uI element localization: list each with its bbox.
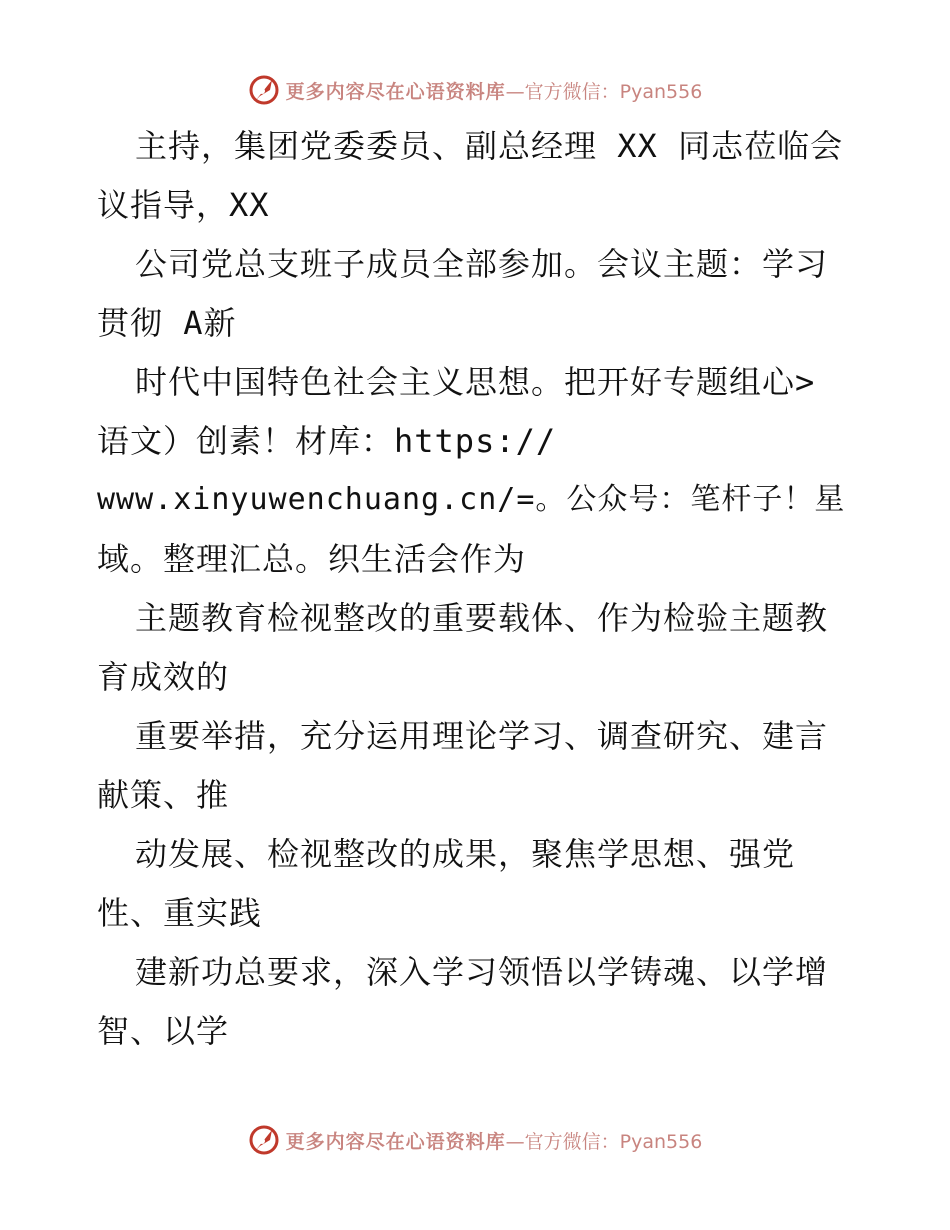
body-line: 时代中国特色社会主义思想。把开好专题组心>	[135, 363, 816, 401]
body-line: 贯彻 A新	[97, 304, 237, 342]
body-line: 建新功总要求，深入学习领悟以学铸魂、以学增	[135, 953, 829, 991]
body-line: 语文）创素！材库：https://	[97, 422, 557, 460]
body-line: 动发展、检视整改的成果，聚焦学思想、强党	[135, 835, 796, 873]
header-site-text: 更多内容尽在心语资料库	[285, 80, 506, 103]
header-banner	[0, 70, 950, 110]
body-line: 公司党总支班子成员全部参加。会议主题：学习	[135, 245, 829, 283]
footer-banner	[0, 1120, 950, 1160]
body-line: 主题教育检视整改的重要载体、作为检验主题教	[135, 599, 829, 637]
feather-quill-icon	[248, 1124, 280, 1156]
body-line: 域。整理汇总。织生活会作为	[97, 540, 527, 578]
feather-quill-icon	[248, 74, 280, 106]
body-line: 智、以学	[97, 1012, 230, 1050]
header-wechat-text: —官方微信：Pyan556	[505, 80, 703, 103]
body-line: www.xinyuwenchuang.cn/=。公众号：笔杆子！星	[97, 482, 846, 517]
footer-wechat-text: —官方微信：Pyan556	[505, 1130, 703, 1153]
footer-site-text: 更多内容尽在心语资料库	[285, 1130, 506, 1153]
body-line: 重要举措，充分运用理论学习、调查研究、建言	[135, 717, 829, 755]
body-line: 主持，集团党委委员、副总经理 XX 同志莅临会	[135, 127, 844, 165]
body-line: 献策、推	[97, 776, 230, 814]
body-line: 议指导，XX	[97, 186, 270, 224]
body-line: 育成效的	[97, 658, 230, 696]
body-line: 性、重实践	[97, 894, 263, 932]
